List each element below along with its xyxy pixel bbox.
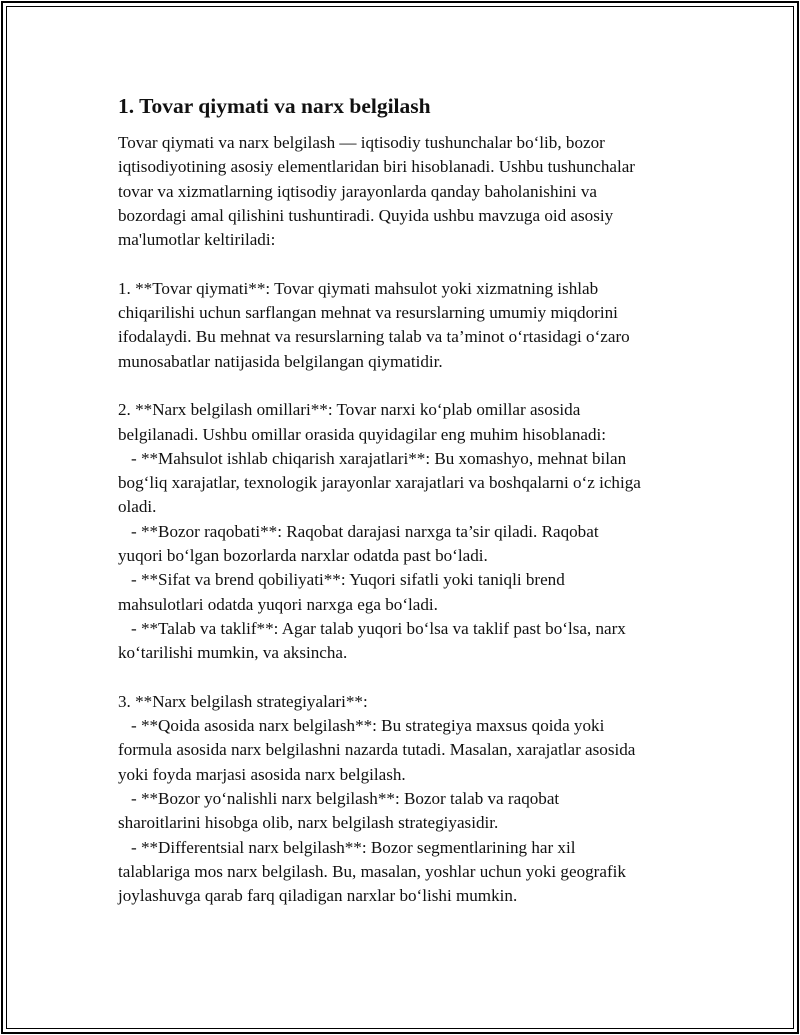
section-tovar-qiymati	[118, 277, 718, 374]
bullet-line: - **Sifat va brend qobiliyati**: Yuqori sifatli yoki taniqli brend	[131, 570, 565, 590]
text-line: talablariga mos narx belgilash. Bu, masalan, yoshlar uchun yoki geografik	[118, 861, 626, 881]
text-line: tovar va xizmatlarning iqtisodiy jarayonlarda qanday baholanishini va	[118, 181, 597, 201]
text-line: bog‘liq xarajatlar, texnologik jarayonlar xarajatlari va boshqalarni o‘z ichiga	[118, 473, 641, 493]
text-line: 1. **Tovar qiymati**: Tovar qiymati mahsulot yoki xizmatning ishlab	[118, 278, 599, 298]
text-line: sharoitlarini hisobga olib, narx belgilash strategiyasidir.	[118, 813, 499, 833]
text-line: Tovar qiymati va narx belgilash — iqtisodiy tushunchalar bo‘lib, bozor	[118, 133, 605, 152]
text-line: ma'lumotlar keltiriladi:	[118, 230, 276, 250]
text-line: bozordagi amal qilishini tushuntiradi. Quyida ushbu mavzuga oid asosiy	[118, 205, 614, 225]
bullet-line: - **Qoida asosida narx belgilash**: Bu strategiya maxsus qoida yoki	[131, 716, 605, 736]
bullet-line: - **Mahsulot ishlab chiqarish xarajatlari**: Bu xomashyo, mehnat bilan	[131, 448, 627, 468]
section-narx-strategiyalari	[118, 690, 718, 909]
text-line: oladi.	[118, 497, 157, 517]
document-body	[118, 91, 718, 933]
bullet-line: - **Talab va taklif**: Agar talab yuqori bo‘lsa va taklif past bo‘lsa, narx	[131, 618, 626, 638]
text-line: ko‘tarilishi mumkin, va aksincha.	[118, 643, 348, 663]
text-line: 2. **Narx belgilash omillari**: Tovar narxi ko‘plab omillar asosida	[118, 400, 581, 420]
bullet-line: - **Bozor yo‘nalishli narx belgilash**: Bozor talab va raqobat	[131, 789, 560, 809]
text-line: munosabatlar natijasida belgilangan qiymatidir.	[118, 351, 443, 371]
document-title: 1. Tovar qiymati va narx belgilash	[118, 94, 431, 118]
text-line: joylashuvga qarab farq qiladigan narxlar bo‘lishi mumkin.	[118, 886, 518, 906]
text-line: 3. **Narx belgilash strategiyalari**:	[118, 691, 368, 711]
text-line: mahsulotlari odatda yuqori narxga ega bo‘ladi.	[118, 594, 438, 614]
section-narx-omillari	[118, 398, 718, 665]
text-line: chiqarilishi uchun sarflangan mehnat va resurslarning umumiy miqdorini	[118, 303, 618, 323]
bullet-line: - **Bozor raqobati**: Raqobat darajasi narxga ta’sir qiladi. Raqobat	[131, 521, 599, 541]
text-line: formula asosida narx belgilashni nazarda tutadi. Masalan, xarajatlar asosida	[118, 740, 636, 760]
text-line: yuqori bo‘lgan bozorlarda narxlar odatda past bo‘ladi.	[118, 546, 488, 566]
text-line: ifodalaydi. Bu mehnat va resurslarning talab va ta’minot o‘rtasidagi o‘zaro	[118, 327, 630, 347]
text-line: yoki foyda marjasi asosida narx belgilash.	[118, 764, 406, 784]
text-line: iqtisodiyotining asosiy elementlaridan biri hisoblanadi. Ushbu tushunchalar	[118, 157, 636, 177]
intro-paragraph	[118, 131, 718, 252]
text-line: belgilanadi. Ushbu omillar orasida quyidagilar eng muhim hisoblanadi:	[118, 424, 607, 444]
bullet-line: - **Differentsial narx belgilash**: Bozor segmentlarining har xil	[131, 837, 576, 857]
